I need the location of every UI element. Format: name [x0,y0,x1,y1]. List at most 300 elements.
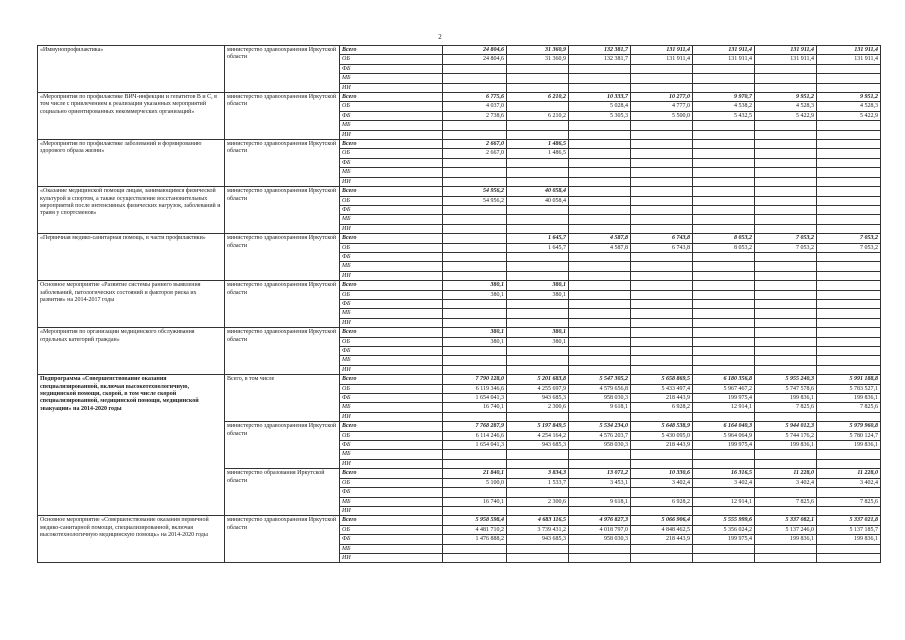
amount-cell [693,281,755,290]
amount-cell [693,205,755,214]
amount-cell [755,74,817,83]
amount-cell [755,140,817,149]
table-row [38,328,881,337]
amount-cell: 4 528,3 [817,102,881,111]
table-row [38,187,881,196]
amount-cell [507,252,569,261]
amount-cell [631,168,693,177]
amount-cell: 958 030,3 [569,394,631,403]
amount-cell [569,187,631,196]
amount-cell: 380,1 [443,328,507,337]
amount-cell [755,271,817,280]
amount-cell [443,412,507,421]
amount-cell [631,215,693,224]
amount-cell: 199 836,1 [755,535,817,544]
amount-cell [631,187,693,196]
amount-cell: 4 018 797,0 [569,525,631,534]
amount-cell [817,299,881,308]
amount-cell: 6 928,2 [631,403,693,412]
amount-cell: 380,1 [507,337,569,346]
amount-cell [631,224,693,233]
funding-source: МБ [340,168,443,177]
amount-cell [569,318,631,327]
amount-cell: 6 119 346,6 [443,384,507,393]
amount-cell [569,64,631,73]
funding-source: Всего [340,281,443,290]
amount-cell [507,506,569,515]
amount-cell [693,290,755,299]
amount-cell [569,459,631,468]
amount-cell [817,215,881,224]
amount-cell [693,187,755,196]
amount-cell: 7 825,6 [817,403,881,412]
amount-cell: 5 430 095,0 [631,431,693,440]
amount-cell [693,412,755,421]
amount-cell [817,488,881,497]
funding-source: ИИ [340,83,443,92]
amount-cell [817,318,881,327]
amount-cell: 5 197 849,5 [507,422,569,431]
amount-cell [693,158,755,167]
amount-cell: 5 648 538,9 [631,422,693,431]
amount-cell [507,347,569,356]
funding-source: МБ [340,544,443,553]
amount-cell [693,544,755,553]
amount-cell: 40 058,4 [507,187,569,196]
amount-cell [569,83,631,92]
amount-cell: 5 979 960,8 [817,422,881,431]
amount-cell [693,553,755,562]
responsible-organization: министерство здравоохранения Иркутской области [225,281,340,328]
amount-cell [755,356,817,365]
funding-source: МБ [340,450,443,459]
amount-cell: 16 316,5 [693,469,755,478]
amount-cell [443,262,507,271]
funding-source: Всего [340,422,443,431]
amount-cell: 943 685,3 [507,394,569,403]
amount-cell [693,168,755,177]
funding-source: ФБ [340,347,443,356]
funding-source: Всего [340,328,443,337]
amount-cell: 131 911,4 [631,46,693,55]
amount-cell [631,271,693,280]
amount-cell: 199 836,1 [817,535,881,544]
amount-cell [507,365,569,374]
amount-cell [507,488,569,497]
responsible-organization: Всего, в том числе [225,375,340,422]
amount-cell: 7 825,6 [755,497,817,506]
amount-cell: 7 053,2 [817,234,881,243]
amount-cell [817,271,881,280]
amount-cell [507,83,569,92]
amount-cell [755,252,817,261]
amount-cell [507,130,569,139]
funding-source: ОБ [340,102,443,111]
amount-cell [755,318,817,327]
responsible-organization: министерство здравоохранения Иркутской области [225,422,340,469]
amount-cell [569,252,631,261]
amount-cell: 11 228,0 [755,469,817,478]
amount-cell [569,328,631,337]
amount-cell: 2 300,6 [507,403,569,412]
amount-cell [693,177,755,186]
amount-cell [631,337,693,346]
amount-cell [631,205,693,214]
funding-source: ОБ [340,431,443,440]
amount-cell: 4 254 164,2 [507,431,569,440]
amount-cell: 5 534 234,0 [569,422,631,431]
amount-cell [755,337,817,346]
amount-cell [817,281,881,290]
amount-cell [507,544,569,553]
amount-cell: 5 500,0 [631,111,693,120]
amount-cell [693,347,755,356]
amount-cell: 199 836,1 [817,394,881,403]
amount-cell: 199 836,1 [817,441,881,450]
amount-cell [631,544,693,553]
amount-cell: 5 783 527,1 [817,384,881,393]
amount-cell: 1 654 041,3 [443,441,507,450]
amount-cell [755,187,817,196]
funding-source: ИИ [340,365,443,374]
amount-cell [817,544,881,553]
amount-cell [569,74,631,83]
page-number: 2 [438,33,442,41]
amount-cell [507,553,569,562]
funding-source: ФБ [340,64,443,73]
funding-source: ФБ [340,111,443,120]
amount-cell: 6 210,2 [507,111,569,120]
amount-cell [569,347,631,356]
amount-cell [755,224,817,233]
amount-cell: 218 443,9 [631,441,693,450]
amount-cell: 131 911,4 [693,55,755,64]
amount-cell: 10 333,7 [569,93,631,102]
amount-cell [817,196,881,205]
amount-cell [817,74,881,83]
amount-cell [817,337,881,346]
amount-cell [631,64,693,73]
amount-cell [443,130,507,139]
funding-source: ФБ [340,441,443,450]
amount-cell: 6 114 246,6 [443,431,507,440]
amount-cell [443,488,507,497]
amount-cell [443,74,507,83]
amount-cell [569,149,631,158]
amount-cell [817,168,881,177]
amount-cell [817,450,881,459]
amount-cell [817,158,881,167]
amount-cell [755,309,817,318]
amount-cell [631,130,693,139]
funding-source: ИИ [340,412,443,421]
amount-cell [569,290,631,299]
amount-cell: 13 071,2 [569,469,631,478]
amount-cell [755,328,817,337]
amount-cell [631,347,693,356]
funding-source: ОБ [340,337,443,346]
funding-source: ФБ [340,488,443,497]
amount-cell [693,130,755,139]
amount-cell [631,506,693,515]
amount-cell: 943 685,3 [507,441,569,450]
responsible-organization: министерство образования Иркутской области [225,469,340,516]
amount-cell [817,252,881,261]
funding-source: ФБ [340,205,443,214]
amount-cell: 5 100,0 [443,478,507,487]
responsible-organization: министерство здравоохранения Иркутской области [225,234,340,281]
amount-cell [569,168,631,177]
amount-cell: 3 453,1 [569,478,631,487]
amount-cell [443,83,507,92]
amount-cell [693,337,755,346]
amount-cell [817,356,881,365]
amount-cell: 4 976 827,3 [569,516,631,525]
amount-cell [507,459,569,468]
budget-table [37,45,881,563]
amount-cell [631,356,693,365]
amount-cell [569,215,631,224]
table-row [38,281,881,290]
amount-cell [507,450,569,459]
amount-cell [631,299,693,308]
amount-cell: 9 618,1 [569,497,631,506]
amount-cell [443,347,507,356]
amount-cell [569,544,631,553]
amount-cell [693,459,755,468]
amount-cell: 380,1 [507,281,569,290]
amount-cell [631,74,693,83]
amount-cell [693,74,755,83]
amount-cell: 9 970,7 [693,93,755,102]
funding-source: ИИ [340,177,443,186]
amount-cell [443,252,507,261]
funding-source: МБ [340,121,443,130]
amount-cell [693,149,755,158]
amount-cell [569,299,631,308]
amount-cell: 5 555 999,6 [693,516,755,525]
amount-cell: 958 030,3 [569,535,631,544]
amount-cell: 5 422,9 [755,111,817,120]
amount-cell: 5 422,9 [817,111,881,120]
funding-source: ОБ [340,290,443,299]
amount-cell: 131 911,4 [755,46,817,55]
amount-cell [569,450,631,459]
amount-cell: 4 037,0 [443,102,507,111]
amount-cell: 9 618,1 [569,403,631,412]
funding-source: ОБ [340,55,443,64]
amount-cell [631,365,693,374]
amount-cell: 380,1 [443,290,507,299]
amount-cell [569,130,631,139]
amount-cell: 4 528,3 [755,102,817,111]
funding-source: Всего [340,516,443,525]
amount-cell [755,459,817,468]
amount-cell: 5 337 021,8 [817,516,881,525]
funding-source: Всего [340,93,443,102]
amount-cell: 24 804,6 [443,46,507,55]
amount-cell [755,347,817,356]
amount-cell: 380,1 [443,337,507,346]
amount-cell [443,450,507,459]
table-row [38,375,881,384]
amount-cell: 5 337 082,1 [755,516,817,525]
amount-cell: 5 066 906,4 [631,516,693,525]
amount-cell: 5 137 185,7 [817,525,881,534]
amount-cell [817,365,881,374]
amount-cell [443,271,507,280]
amount-cell [817,149,881,158]
amount-cell: 9 951,2 [755,93,817,102]
amount-cell [755,158,817,167]
amount-cell [569,140,631,149]
amount-cell [443,459,507,468]
amount-cell: 31 360,9 [507,55,569,64]
amount-cell [693,365,755,374]
amount-cell [755,506,817,515]
amount-cell [755,64,817,73]
amount-cell [507,205,569,214]
responsible-organization: министерство здравоохранения Иркутской области [225,46,340,93]
amount-cell [693,488,755,497]
amount-cell: 131 911,4 [693,46,755,55]
amount-cell: 5 747 578,6 [755,384,817,393]
amount-cell [631,553,693,562]
amount-cell: 21 840,1 [443,469,507,478]
amount-cell [507,215,569,224]
amount-cell [755,281,817,290]
table-row [38,516,881,525]
amount-cell: 199 975,4 [693,441,755,450]
amount-cell: 4 587,8 [569,243,631,252]
amount-cell [693,224,755,233]
amount-cell [507,224,569,233]
funding-source: МБ [340,215,443,224]
amount-cell [631,158,693,167]
amount-cell [569,488,631,497]
amount-cell: 31 360,9 [507,46,569,55]
amount-cell: 2 300,6 [507,497,569,506]
amount-cell [507,271,569,280]
amount-cell [693,318,755,327]
amount-cell: 218 443,9 [631,394,693,403]
amount-cell [755,83,817,92]
amount-cell: 131 911,4 [755,55,817,64]
amount-cell: 12 914,1 [693,497,755,506]
amount-cell: 1 533,7 [507,478,569,487]
amount-cell [507,318,569,327]
amount-cell [631,177,693,186]
amount-cell [631,252,693,261]
amount-cell [631,412,693,421]
funding-source: ИИ [340,553,443,562]
amount-cell: 4 579 656,8 [569,384,631,393]
amount-cell [569,177,631,186]
table-row [38,93,881,102]
funding-source: МБ [340,262,443,271]
funding-source: ИИ [340,318,443,327]
funding-source: ИИ [340,130,443,139]
amount-cell: 5 780 124,7 [817,431,881,440]
amount-cell: 218 443,9 [631,535,693,544]
amount-cell: 6 743,8 [631,234,693,243]
program-name: «Мероприятия по организации медицинского обслуживания отдельных категорий граждан» [38,328,225,375]
amount-cell [631,309,693,318]
amount-cell [755,553,817,562]
amount-cell [693,262,755,271]
amount-cell: 7 053,2 [755,243,817,252]
amount-cell [631,328,693,337]
amount-cell: 1 654 041,3 [443,394,507,403]
amount-cell: 380,1 [507,290,569,299]
funding-source: МБ [340,356,443,365]
funding-source: ФБ [340,299,443,308]
program-name: «Первичная медико-санитарная помощь, в части профилактики» [38,234,225,281]
amount-cell [569,356,631,365]
amount-cell: 5 433 497,4 [631,384,693,393]
amount-cell [569,196,631,205]
amount-cell [817,262,881,271]
program-name: «Мероприятия по профилактике ВИЧ-инфекции и гепатитов В и С, в том числе с привлечением к реализации указанных мероприятий социально ориентированных некоммерческих организаций» [38,93,225,140]
amount-cell: 5 658 869,5 [631,375,693,384]
amount-cell: 4 576 203,7 [569,431,631,440]
amount-cell [817,328,881,337]
amount-cell: 1 476 888,2 [443,535,507,544]
amount-cell: 131 911,4 [817,55,881,64]
responsible-organization: министерство здравоохранения Иркутской области [225,93,340,140]
amount-cell [693,196,755,205]
amount-cell [631,140,693,149]
amount-cell: 131 911,4 [631,55,693,64]
amount-cell: 5 944 012,3 [755,422,817,431]
amount-cell: 4 481 710,2 [443,525,507,534]
amount-cell: 2 667,0 [443,149,507,158]
amount-cell: 6 164 040,3 [693,422,755,431]
amount-cell [443,215,507,224]
amount-cell: 12 914,1 [693,403,755,412]
amount-cell [755,450,817,459]
amount-cell [443,177,507,186]
amount-cell [507,177,569,186]
amount-cell [817,506,881,515]
amount-cell: 5 744 176,2 [755,431,817,440]
amount-cell: 958 030,3 [569,441,631,450]
amount-cell: 40 058,4 [507,196,569,205]
amount-cell: 5 967 467,2 [693,384,755,393]
amount-cell [507,168,569,177]
amount-cell: 7 825,6 [755,403,817,412]
amount-cell [507,64,569,73]
amount-cell [817,224,881,233]
amount-cell [631,318,693,327]
amount-cell: 16 740,1 [443,497,507,506]
amount-cell: 380,1 [443,281,507,290]
amount-cell [507,412,569,421]
amount-cell: 1 486,5 [507,140,569,149]
amount-cell: 5 958 598,4 [443,516,507,525]
amount-cell [693,252,755,261]
amount-cell: 24 804,6 [443,55,507,64]
program-name: Основное мероприятие «Развитие системы раннего выявления заболеваний, патологических состояний и факторов риска их развития» на 2014-2017 годы [38,281,225,328]
funding-source: Всего [340,140,443,149]
amount-cell: 7 768 287,9 [443,422,507,431]
funding-source: Всего [340,375,443,384]
amount-cell [817,553,881,562]
amount-cell: 3 402,4 [817,478,881,487]
amount-cell: 132 381,7 [569,46,631,55]
amount-cell [755,365,817,374]
amount-cell [507,121,569,130]
